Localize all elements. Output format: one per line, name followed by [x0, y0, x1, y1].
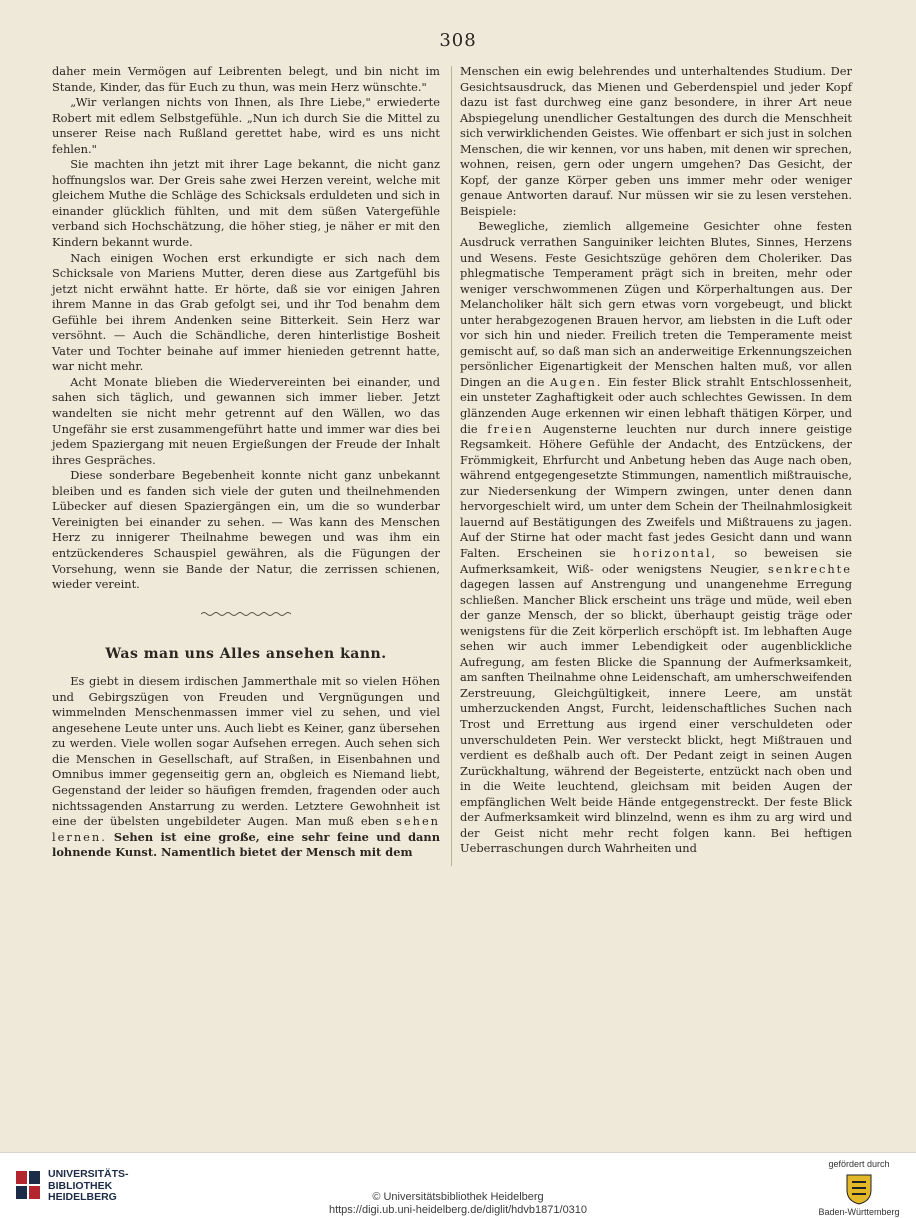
spaced-emphasis: senkrechte — [767, 561, 852, 576]
logo-line: UNIVERSITÄTS- — [48, 1168, 129, 1180]
wavy-line-icon — [201, 611, 291, 617]
funder-name: Baden-Württemberg — [818, 1207, 900, 1217]
article-heading: Was man uns Alles ansehen kann. — [105, 645, 387, 662]
column-divider — [451, 66, 452, 866]
spaced-emphasis: Augen. — [549, 374, 603, 389]
paragraph-text: Es giebt in diesem irdischen Jammerthale mit so vielen Höhen und Gebirgszügen von Freuden und Vergnügungen und wimmelnden Menschenmassen immer viel zu sehen, und viel angesehene Leute unter uns. Auch liebt es Keiner, ganz übersehen zu werden. Viele wollen sogar Aufsehen erregen. Auch sehen sich die Menschen in Gesellschaft, auf Straßen, in Eisenbahnen und Omnibus immer gegenseitig gern an, obgleich es Niemand liebt, Gegenstand der leider so häufigen fremden, fragenden oder auch nichtssagenden Anstarrung zu werden. Letztere Gewohnheit ist eine der übelsten ungebildeter Augen. Man muß eben — [52, 674, 440, 829]
paragraph — [52, 674, 440, 861]
funded-by-label: gefördert durch — [828, 1159, 890, 1169]
paragraph: Sie machten ihn jetzt mit ihrer Lage bekannt, die nicht ganz hoffnungslos war. Der Greis sahe zwei Herzen vereint, welche mit gleichem Muthe die Schläge des Schicksals erduldeten und sich in einander glücklich fühlten, und mit dem süßen Vatergefühle verband sich Hochschätzung, die höher stieg, je näher er mit den Kindern bekannt wurde. — [52, 157, 440, 250]
paragraph-text: Ein fester Blick strahlt Entschlossenheit, ein unsteter Zaghaftigkeit oder auch schlechtes Gewissen. In dem glänzenden Auge erkennen wir einen lebhaft thätigen Körper, und die — [460, 374, 853, 436]
spaced-emphasis: freien — [487, 421, 534, 436]
left-column — [52, 64, 440, 861]
paragraph: Menschen ein ewig belehrendes und unterhaltendes Studium. Der Gesichtsausdruck, das Mienen und Geberdenspiel und jeder Kopf dazu ist fast durchweg eine ganz besondere, in ihrer Art neue Abspiegelung unendlicher Gestaltungen des durch die Menschheit sich verwirklichenden Geistes. Wie offenbart er sich just in solchen Menschen, die wir kennen, vor uns haben, mit denen wir sprechen, wohnen, reisen, gern oder ungern umgehen? Das Gesicht, der Kopf, der ganze Körper geben uns immer mehr oder weniger genaue Antworten darauf. Nur müssen wir sie zu lesen verstehen. Beispiele: — [460, 64, 852, 218]
paragraph: daher mein Vermögen auf Leibrenten belegt, und bin nicht im Stande, Kinder, das für Euch zu thun, was mein Herz wünschte." — [52, 64, 440, 94]
paragraph — [460, 219, 852, 856]
page-number: 308 — [439, 30, 477, 51]
permalink[interactable]: https://digi.ub.uni-heidelberg.de/diglit/hdvb1871/0310 — [328, 1204, 588, 1216]
paragraph: Diese sonderbare Begebenheit konnte nicht ganz unbekannt bleiben und es fanden sich viele der guten und theilnehmenden Lübecker auf diesen Spaziergängen ein, um die so wunderbar Vereinigten bei einander zu sehen. — Was kann des Menschen Herz zu innigerer Theilnahme bewegen und was ihm ein entzückenderes Schauspiel gewähren, als die Fügungen der Vorsehung, wenn sie Bande der Natur, die zerrissen schienen, wieder vereint. — [52, 468, 440, 592]
copyright-text: © Universitätsbibliothek Heidelberg — [372, 1191, 544, 1203]
spaced-emphasis: horizontal, — [633, 545, 718, 560]
state-crest-icon — [844, 1172, 874, 1206]
funder-logo[interactable] — [814, 1159, 904, 1217]
logo-line: HEIDELBERG — [48, 1191, 117, 1203]
paragraph-text: Augensterne leuchten nur durch innere geistige Regsamkeit. Höhere Gefühle der Andacht, des Entzückens, der Frömmigkeit, Ehrfurcht und Anbetung heben das Auge nach oben, während entgegengesetzte Stimmungen, namentlich mißtrauische, zur Niedersenkung der Wimpern zwingen, unter denen dann hervorgeschielt wird, um unter dem Schein der Theilnahmlosigkeit lauernd auf Bestätigungen des Zweifels und Mißtrauens zu jagen. Auf der Stirne hat oder macht fast jedes Gesicht dann und wann Falten. Erscheinen sie — [460, 421, 853, 560]
ornament-divider — [201, 611, 291, 617]
paragraph-text: dagegen lassen auf Anstrengung und unangenehme Erregung schließen. Mancher Blick erscheint uns träge und müde, weil eben der ganze Mensch, der so blickt, überhaupt geistig träge oder wenigstens für die Zeit körperlich erschöpft ist. Im lebhaften Auge sehen wir auch immer Lebendigkeit oder augenblickliche Aufregung, am festen Blicke die Spannung der Aufmerksamkeit, am sanften Theilnahme ohne Leidenschaft, am umherschweifenden Zerstreuung, Gleichgültigkeit, innere Leere, am unstät umherzuckenden Angst, Furcht, leidenschaftliches Suchen nach Trost und Errettung aus irgend einer verschuldeten oder unverschuldeten Pein. Wer versteckt blickt, hegt Mißtrauen und verdient es deßhalb auch oft. Der Pedant zeigt in seinen Augen Zurückhaltung, während der Begeisterte, entzückt nach oben und in die Weite leuchtend, gleichsam mit beiden Augen der empfänglichen Welt beide Hände entgegenstreckt. Der feste Blick der Aufmerksamkeit wird blinzelnd, wenn es ihm zu arg wird und der Geist nicht mehr recht folgen kann. Bei heftigen Ueberraschungen durch Wahrheiten und — [460, 577, 852, 856]
paragraph: Nach einigen Wochen erst erkundigte er sich nach dem Schicksale von Mariens Mutter, deren diese aus Zartgefühl bis jetzt nicht erwähnt hatte. Er hörte, daß sie vor einigen Jahren ihrem Manne in das Grab gefolgt sei, und ihr Tod benahm dem Gefühle bei ihrem Andenken seine Bitterkeit. Sein Herz war versöhnt. — Auch die Schändliche, deren hinterlistige Bosheit Vater und Tochter beinahe auf immer hienieden getrennt hatte, war nicht mehr. — [52, 250, 440, 374]
footer-credits — [0, 1191, 916, 1217]
spaced-emphasis: sehen lernen. — [52, 814, 441, 844]
logo-line: BIBLIOTHEK — [48, 1179, 113, 1192]
paragraph-text: Bewegliche, ziemlich allgemeine Gesichter ohne festen Ausdruck verrathen Sanguiniker leichten Blutes, Sinnes, Herzens und Wesens. Feste Gesichtszüge gehören dem Choleriker. Das phlegmatische Temperament prägt sich in breiten, mehr oder weniger verschwommenen Zügen und Körperhaltungen aus. Der Melancholiker hält sich gern etwas vorn vorgebeugt, und blickt unter herabgezogenen Brauen hervor, am liebsten in die Luft oder vor sich hin und nieder. Freilich treten die Temperamente meist gemischt auf, so daß man sich an anderweitige Erkennungszeichen persönlicher Eigenartigkeit der Menschen halten muß, vor allen Dingen an die — [460, 219, 852, 389]
paragraph: „Wir verlangen nichts von Ihnen, als Ihre Liebe," erwiederte Robert mit edlem Selbstgefühle. „Nun ich durch Sie die Mittel zu unserer Reise nach Rußland gerettet habe, wird es uns nicht fehlen." — [52, 95, 440, 156]
paragraph-text: so beweisen sie Aufmerksamkeit, Wiß- oder wenigstens Neugier, — [460, 545, 852, 576]
right-column — [460, 64, 852, 857]
paragraph-text: Sehen ist eine große, eine sehr feine und dann lohnende Kunst. Namentlich bietet der Mensch mit dem — [52, 829, 441, 860]
viewer-footer — [0, 1152, 916, 1218]
paragraph: Acht Monate blieben die Wiedervereinten bei einander, und sahen sich täglich, und gewannen sich immer lieber. Jetzt wandelten sie nicht mehr getrennt auf den Wällen, wo das Ungefähr sie erst zusammengeführt hatte und immer war dies bei jedem Spaziergang mit neuen Ergießungen der Freude der Inhalt ihres Gespräches. — [52, 374, 440, 467]
